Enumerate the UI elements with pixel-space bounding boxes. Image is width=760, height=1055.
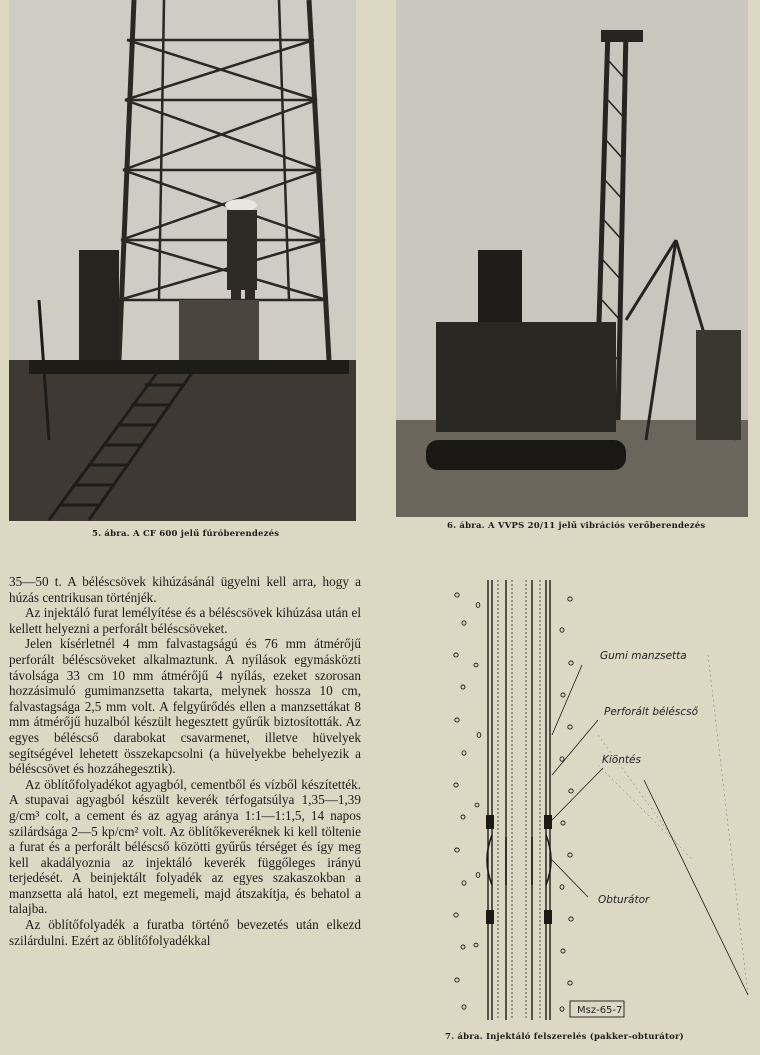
figure-7-caption: 7. ábra. Injektáló felszerelés (pakker-obturátor) bbox=[445, 1032, 684, 1042]
paragraph: 35—50 t. A béléscsövek kihúzásánál ügyelni kell arra, hogy a húzás centrikusan történjék. bbox=[9, 574, 361, 605]
label-kiontes: Kiöntés bbox=[602, 754, 641, 766]
paragraph: Az öblítőfolyadék a furatba történő bevezetés után elkezd szilárdulni. Ezért az öblítőfolyadékkal bbox=[9, 917, 361, 948]
paragraph: Jelen kísérletnél 4 mm falvastagságú és 76 mm átmérőjű perforált béléscsöveket alkalmaztunk. A nyílások egymásközti távolsága 33 cm 10 mm átmérőjű 4 nyílás, ezeket szorosan hozzásimuló gumimanzsetta takarta, melynek hossza 10 cm, falvastagsága 2,5 mm volt. A felgyűrődés ellen a manzsettákat 8 mm átmérőjű huzalból készült hegesztett gyűrűk biztosították. Az egyes béléscső darabokat csavarmenet, illetve hüvelyek segítségével lehetett összekapcsolni (a hüvelyekbe behelyezik a béléscsövet és hozzáhegesztik). bbox=[9, 636, 361, 777]
body-text bbox=[9, 574, 361, 948]
label-gumi-manzsetta: Gumi manzsetta bbox=[600, 650, 687, 662]
figure-7-diagram bbox=[448, 575, 758, 1025]
paragraph: Az öblítőfolyadékot agyagból, cementből és vízből készítették. A stupavai agyagból készült keverék térfogatsúlya 1,35—1,39 g/cm³ colt, a cement és az agyag aránya 1:1—1:1,5, 14 napos szilárdsága 2—5 kp/cm² volt. Az öblítőkeveréknek ki kell töltenie a furat és a perforált béléscső közötti gyűrűs térséget és így meg kell akadályoznia az injektáló keverék függőleges irányú terjedését. A beinjektált folyadék az egyes szakaszokban a manzsetta alá hatol, ezt megemeli, majd átszakítja, és behatol a talajba. bbox=[9, 776, 361, 917]
figure-6-caption: 6. ábra. A VVPS 20/11 jelű vibrációs verőberendezés bbox=[447, 521, 706, 531]
label-perforalt-belescso: Perforált béléscső bbox=[604, 706, 698, 718]
figure-6-photo bbox=[396, 0, 748, 517]
label-obturator: Obturátor bbox=[598, 894, 650, 906]
paragraph: Az injektáló furat lemélyítése és a béléscsövek kihúzása után el kellett helyezni a perforált béléscsöveket. bbox=[9, 605, 361, 636]
figure-5-photo bbox=[9, 0, 356, 521]
figure-5-caption: 5. ábra. A CF 600 jelű fúróberendezés bbox=[92, 529, 280, 539]
figure-code: Msz-65-7 bbox=[577, 1005, 623, 1016]
